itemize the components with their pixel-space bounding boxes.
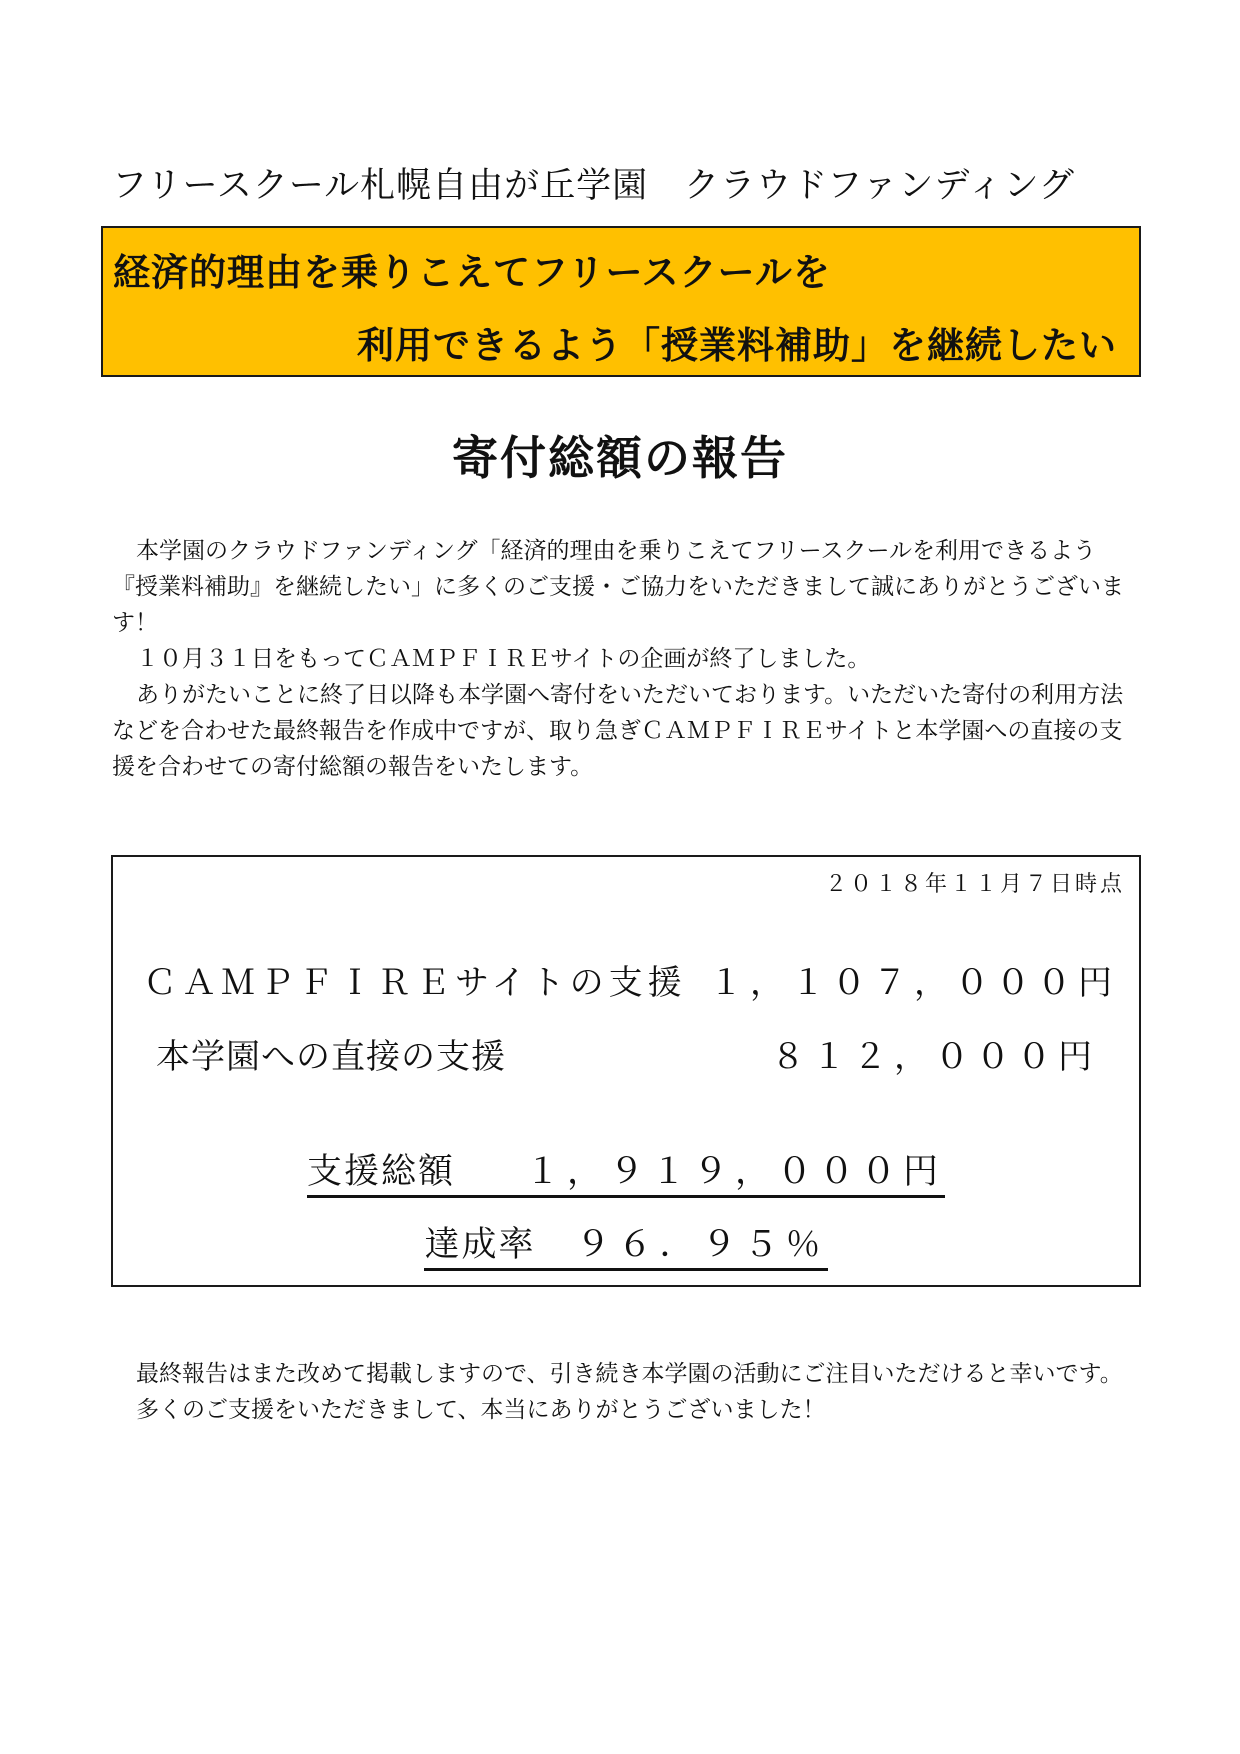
- donation-summary-box: [111, 855, 1141, 1287]
- achievement-rate-line: [113, 1217, 1139, 1271]
- campfire-support-amount: １，１０７，０００円: [709, 963, 1119, 1003]
- total-support-underline: [307, 1144, 945, 1198]
- intro-paragraph-2: １０月３１日をもってＣＡＭＰＦＩＲＥサイトの企画が終了しました。: [136, 646, 871, 672]
- as-of-date: ２０１８年１１月７日時点: [824, 872, 1125, 897]
- closing-paragraph-1: 最終報告はまた改めて掲載しますので、引き続き本学園の活動にご注目いただけると幸いです。: [136, 1361, 1123, 1387]
- project-title-line-2: 利用できるよう「授業料補助」を継続したい: [357, 324, 1117, 367]
- direct-support-label: 本学園への直接の支援: [156, 1037, 506, 1077]
- intro-paragraph-1: 本学園のクラウドファンディング「経済的理由を乗りこえてフリースクールを利用できるよう『授業料補助』を継続したい」に多くのご支援・ご協力をいただきまして誠にありがとうございます！: [112, 538, 1124, 636]
- total-support-label: 支援総額: [306, 1152, 455, 1192]
- project-title-line-1: 経済的理由を乗りこえてフリースクールを: [113, 251, 831, 294]
- achievement-rate-underline: [424, 1217, 827, 1271]
- intro-paragraph-3: ありがたいことに終了日以降も本学園へ寄付をいただいております。いただいた寄付の利用方法などを合わせた最終報告を作成中ですが、取り急ぎＣＡＭＰＦＩＲＥサイトと本学園への直接の支援を合わせての寄付総額の報告をいたします。: [112, 682, 1124, 780]
- closing-paragraph-2: 多くのご支援をいただきまして、本当にありがとうございました！: [136, 1397, 826, 1423]
- report-heading: 寄付総額の報告: [452, 431, 788, 485]
- total-support-amount: １，９１９，０００円: [525, 1152, 946, 1192]
- closing-section: [112, 1356, 1132, 1428]
- project-title-banner: [101, 226, 1141, 377]
- achievement-rate-value: ９６．９５％: [575, 1225, 828, 1265]
- document-subtitle: フリースクール札幌自由が丘学園 クラウドファンディング: [112, 166, 1075, 206]
- direct-support-amount: ８１２，０００円: [771, 1037, 1099, 1077]
- campfire-support-label: ＣＡＭＰＦＩＲＥサイトの支援: [143, 963, 687, 1003]
- intro-section: [112, 533, 1132, 785]
- achievement-rate-label: 達成率: [424, 1225, 536, 1265]
- total-support-line: [113, 1144, 1139, 1198]
